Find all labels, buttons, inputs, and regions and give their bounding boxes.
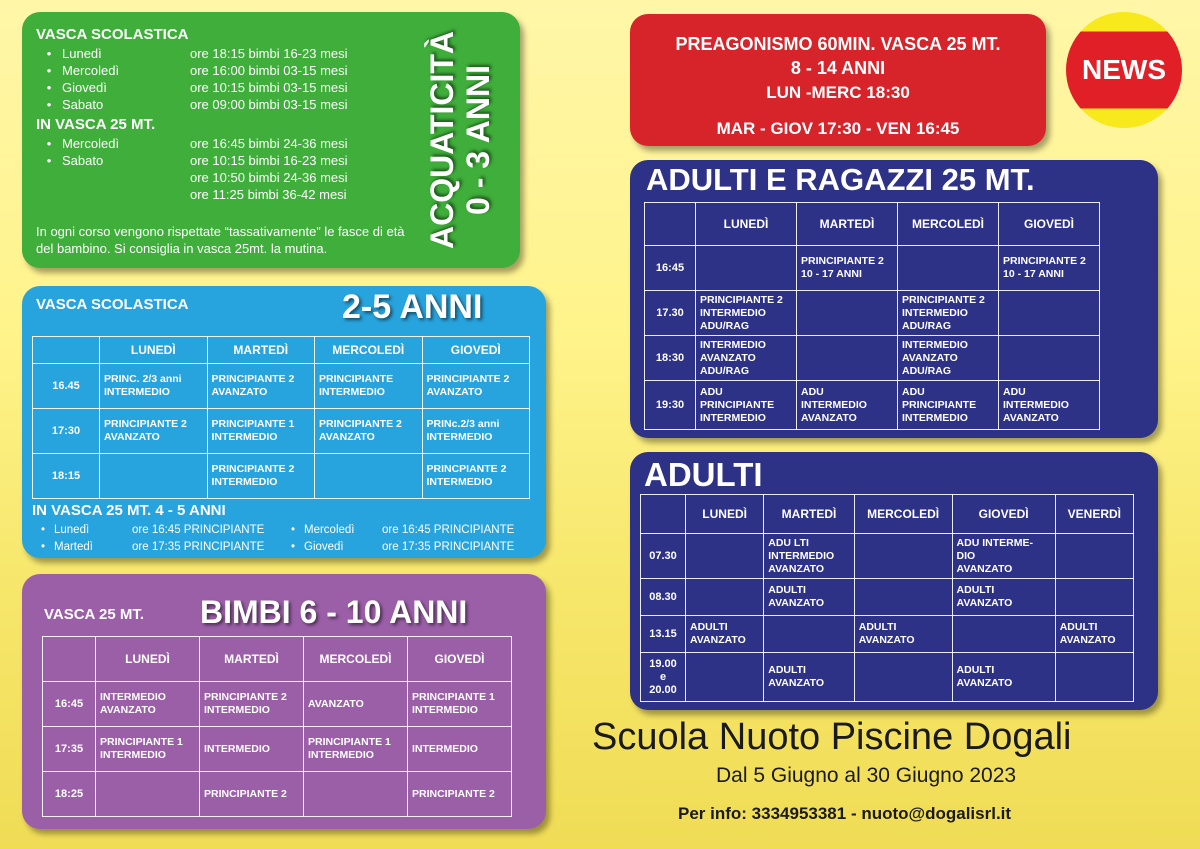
table-row [43, 727, 512, 772]
table-row [645, 336, 1100, 381]
schedule-cell: INTERMEDIO [408, 727, 512, 772]
table-header-row [641, 495, 1134, 534]
bullet-icon: • [46, 63, 52, 78]
acquaticita-day: Mercoledì [62, 63, 120, 78]
schedule-cell: PRINCIPIANTE 2 10 - 17 ANNI [797, 246, 898, 291]
bambini-2-5-title: 2-5 ANNI [342, 288, 483, 326]
schedule-cell: ADU INTERMEDIO AVANZATO [999, 381, 1100, 430]
schedule-cell [764, 616, 854, 653]
time-cell: 16:45 [645, 246, 696, 291]
bullet-icon: • [290, 541, 296, 553]
preagonismo-line-2: 8 - 14 ANNI [790, 58, 886, 78]
column-header: MARTEDÌ [764, 495, 854, 534]
schedule-cell: PRINCIPIANTE 2 INTERMEDIO ADU/RAG [696, 291, 797, 336]
schedule-cell [999, 336, 1100, 381]
schedule-cell [797, 291, 898, 336]
acquaticita-list-1 [36, 45, 348, 113]
table-row [641, 534, 1134, 579]
acquaticita-time: ore 11:25 bimbi 36-42 mesi [190, 187, 347, 202]
schedule-cell: PRINc.2/3 anni INTERMEDIO [422, 409, 530, 454]
acquaticita-row [36, 79, 348, 96]
bullet-icon: • [40, 541, 46, 553]
schedule-cell: ADULTI AVANZATO [952, 579, 1055, 616]
column-header: MARTEDÌ [200, 637, 304, 682]
column-header: MERCOLEDÌ [304, 637, 408, 682]
table-corner-cell [641, 495, 686, 534]
table-corner-cell [645, 203, 696, 246]
schedule-cell [686, 653, 764, 702]
schedule-cell: INTERMEDIO [200, 727, 304, 772]
preagonismo-card [630, 14, 1046, 146]
bambini-2-5-vasca-list [32, 522, 542, 556]
table-row [645, 291, 1100, 336]
acquaticita-time: ore 10:15 bimbi 03-15 mesi [190, 80, 348, 95]
column-header: LUNEDÌ [686, 495, 764, 534]
table-corner-cell [43, 637, 96, 682]
schedule-cell [1055, 534, 1133, 579]
schedule-cell: PRINCIPIANTE 2 [408, 772, 512, 817]
column-header: MERCOLEDÌ [315, 337, 423, 364]
time-cell: 18:30 [645, 336, 696, 381]
vasca-time: ore 16:45 PRINCIPIANTE [382, 524, 515, 536]
schedule-cell [686, 579, 764, 616]
bimbi-6-10-card [22, 574, 546, 829]
acquaticita-day: Sabato [62, 153, 104, 168]
vasca-row [32, 522, 282, 539]
schedule-cell [96, 772, 200, 817]
schedule-cell [315, 454, 423, 499]
adulti-ragazzi-schedule [644, 202, 1100, 430]
schedule-cell: PRINCIPIANTE 2 AVANZATO [422, 364, 530, 409]
schedule-cell: PRINC. 2/3 anni INTERMEDIO [100, 364, 208, 409]
schedule-cell: PRINCIPIANTE INTERMEDIO [315, 364, 423, 409]
bullet-icon: • [46, 80, 52, 95]
table-row [33, 454, 530, 499]
footer-title: Scuola Nuoto Piscine Dogali [592, 716, 1072, 758]
column-header: MERCOLEDÌ [854, 495, 952, 534]
bullet-icon [36, 169, 62, 186]
acquaticita-card [22, 12, 520, 268]
news-badge: NEWS [1066, 12, 1182, 128]
bullet-icon: • [46, 46, 52, 61]
schedule-cell: ADULTI AVANZATO [854, 616, 952, 653]
column-header: LUNEDÌ [96, 637, 200, 682]
acquaticita-row [36, 169, 348, 186]
bambini-2-5-header: VASCA SCOLASTICA [36, 296, 189, 313]
schedule-cell: ADULTI AVANZATO [1055, 616, 1133, 653]
acquaticita-day: Mercoledì [62, 136, 120, 151]
schedule-cell: PRINCIPIANTE 2 10 - 17 ANNI [999, 246, 1100, 291]
bambini-2-5-schedule [32, 336, 530, 499]
acquaticita-side-title: ACQUATICITÀ [424, 30, 460, 250]
acquaticita-list-2 [36, 135, 348, 203]
acquaticita-header-1: VASCA SCOLASTICA [36, 26, 189, 43]
column-header: GIOVEDÌ [408, 637, 512, 682]
vasca-day: Giovedì [304, 541, 344, 553]
acquaticita-row [36, 152, 348, 169]
preagonismo-line-3: LUN -MERC 18:30 [766, 83, 910, 102]
time-cell: 18:15 [33, 454, 100, 499]
vasca-day: Lunedì [54, 524, 90, 536]
bullet-icon: • [40, 524, 46, 536]
vasca-row [282, 539, 532, 556]
schedule-cell: ADULTI AVANZATO [952, 653, 1055, 702]
preagonismo-line-4: MAR - GIOV 17:30 - VEN 16:45 [716, 119, 960, 138]
acquaticita-day: Giovedì [62, 80, 107, 95]
schedule-cell: PRINCPIANTE 2 INTERMEDIO [422, 454, 530, 499]
column-header: GIOVEDÌ [999, 203, 1100, 246]
acquaticita-note: In ogni corso vengono rispettate “tassativamente” le fasce di età del bambino. Si consiglia in vasca 25mt. la mutina. [36, 224, 405, 256]
schedule-cell [999, 291, 1100, 336]
time-cell: 08.30 [641, 579, 686, 616]
schedule-cell: PRINCIPIANTE 2 AVANZATO [100, 409, 208, 454]
bullet-icon [36, 186, 62, 203]
table-row [641, 579, 1134, 616]
schedule-cell: ADULTI AVANZATO [764, 653, 854, 702]
schedule-cell: AVANZATO [304, 682, 408, 727]
column-header: LUNEDÌ [100, 337, 208, 364]
acquaticita-row [36, 186, 348, 203]
vasca-time: ore 17:35 PRINCIPIANTE [132, 541, 265, 553]
time-cell: 16.45 [33, 364, 100, 409]
table-header-row [33, 337, 530, 364]
acquaticita-row [36, 62, 348, 79]
table-header-row [645, 203, 1100, 246]
schedule-cell: PRINCIPIANTE 2 [200, 772, 304, 817]
bambini-2-5-card [22, 286, 546, 558]
schedule-cell: ADU INTERME- DIO AVANZATO [952, 534, 1055, 579]
time-cell: 19.00 e 20.00 [641, 653, 686, 702]
schedule-cell: ADU PRINCIPIANTE INTERMEDIO [696, 381, 797, 430]
column-header: MARTEDÌ [797, 203, 898, 246]
time-cell: 17:35 [43, 727, 96, 772]
acquaticita-row [36, 45, 348, 62]
column-header: MERCOLEDÌ [898, 203, 999, 246]
column-header: GIOVEDÌ [422, 337, 530, 364]
table-row [43, 772, 512, 817]
adulti-ragazzi-title: ADULTI E RAGAZZI 25 MT. [646, 162, 1035, 197]
time-cell: 19:30 [645, 381, 696, 430]
schedule-cell [1055, 653, 1133, 702]
vasca-row [32, 539, 282, 556]
schedule-cell: PRINCIPIANTE 2 INTERMEDIO [207, 454, 315, 499]
schedule-cell: ADU PRINCIPIANTE INTERMEDIO [898, 381, 999, 430]
preagonismo-line-1: PREAGONISMO 60MIN. VASCA 25 MT. [675, 34, 1001, 54]
bimbi-6-10-header: VASCA 25 MT. [44, 606, 145, 623]
table-row [645, 381, 1100, 430]
vasca-day: Mercoledì [304, 524, 355, 536]
schedule-cell: ADULTI AVANZATO [686, 616, 764, 653]
acquaticita-day: Sabato [62, 97, 104, 112]
schedule-cell [686, 534, 764, 579]
schedule-cell: PRINCIPIANTE 1 INTERMEDIO [96, 727, 200, 772]
acquaticita-day [62, 169, 190, 186]
schedule-cell: ADU LTI INTERMEDIO AVANZATO [764, 534, 854, 579]
schedule-cell [100, 454, 208, 499]
table-row [43, 682, 512, 727]
bullet-icon: • [46, 97, 52, 112]
schedule-cell [797, 336, 898, 381]
schedule-cell [898, 246, 999, 291]
table-row [33, 409, 530, 454]
time-cell: 13.15 [641, 616, 686, 653]
column-header: GIOVEDÌ [952, 495, 1055, 534]
schedule-cell [854, 579, 952, 616]
footer-dates: Dal 5 Giugno al 30 Giugno 2023 [716, 764, 1017, 787]
bullet-icon: • [46, 136, 52, 151]
vasca-time: ore 17:35 PRINCIPIANTE [382, 541, 515, 553]
time-cell: 17:30 [33, 409, 100, 454]
bullet-icon: • [46, 153, 52, 168]
schedule-cell: PRINCIPIANTE 1 INTERMEDIO [408, 682, 512, 727]
schedule-cell: INTERMEDIO AVANZATO ADU/RAG [696, 336, 797, 381]
schedule-cell: PRINCIPIANTE 1 INTERMEDIO [207, 409, 315, 454]
schedule-cell [696, 246, 797, 291]
schedule-cell: ADU INTERMEDIO AVANZATO [797, 381, 898, 430]
bullet-icon: • [290, 524, 296, 536]
schedule-cell: PRINCIPIANTE 2 AVANZATO [315, 409, 423, 454]
vasca-row [282, 522, 532, 539]
table-row [645, 246, 1100, 291]
vasca-day: Martedì [54, 541, 93, 553]
acquaticita-day [62, 186, 190, 203]
table-corner-cell [33, 337, 100, 364]
acquaticita-time: ore 16:45 bimbi 24-36 mesi [190, 136, 348, 151]
acquaticita-time: ore 10:15 bimbi 16-23 mesi [190, 153, 348, 168]
acquaticita-day: Lunedì [62, 46, 102, 61]
schedule-cell: PRINCIPIANTE 2 INTERMEDIO [200, 682, 304, 727]
column-header: LUNEDÌ [696, 203, 797, 246]
table-row [641, 653, 1134, 702]
adulti-title: ADULTI [644, 456, 763, 493]
table-header-row [43, 637, 512, 682]
bimbi-6-10-schedule [42, 636, 512, 817]
schedule-cell: PRINCIPIANTE 2 INTERMEDIO ADU/RAG [898, 291, 999, 336]
acquaticita-row [36, 135, 348, 152]
acquaticita-header-2: IN VASCA 25 MT. [36, 116, 156, 133]
table-row [641, 616, 1134, 653]
time-cell: 07.30 [641, 534, 686, 579]
bimbi-6-10-title: BIMBI 6 - 10 ANNI [200, 594, 468, 630]
schedule-cell: INTERMEDIO AVANZATO ADU/RAG [898, 336, 999, 381]
adulti-card [630, 452, 1158, 710]
adulti-ragazzi-card [630, 160, 1158, 438]
schedule-cell [952, 616, 1055, 653]
schedule-cell: INTERMEDIO AVANZATO [96, 682, 200, 727]
time-cell: 16:45 [43, 682, 96, 727]
schedule-cell: ADULTI AVANZATO [764, 579, 854, 616]
acquaticita-time: ore 10:50 bimbi 24-36 mesi [190, 170, 348, 185]
acquaticita-time: ore 18:15 bimbi 16-23 mesi [190, 46, 348, 61]
acquaticita-time: ore 09:00 bimbi 03-15 mesi [190, 97, 348, 112]
schedule-cell: PRINCIPIANTE 1 INTERMEDIO [304, 727, 408, 772]
schedule-cell [854, 534, 952, 579]
schedule-cell [304, 772, 408, 817]
acquaticita-time: ore 16:00 bimbi 03-15 mesi [190, 63, 348, 78]
footer-info: Per info: 3334953381 - nuoto@dogalisrl.it [678, 804, 1012, 823]
acquaticita-side-subtitle: 0 - 3 ANNI [460, 65, 496, 215]
schedule-cell [1055, 579, 1133, 616]
adulti-schedule [640, 494, 1134, 702]
time-cell: 18:25 [43, 772, 96, 817]
bambini-2-5-vasca-header: IN VASCA 25 MT. 4 - 5 ANNI [32, 502, 226, 519]
acquaticita-row [36, 96, 348, 113]
vasca-time: ore 16:45 PRINCIPIANTE [132, 524, 265, 536]
column-header: VENERDÌ [1055, 495, 1133, 534]
time-cell: 17.30 [645, 291, 696, 336]
table-row [33, 364, 530, 409]
column-header: MARTEDÌ [207, 337, 315, 364]
schedule-cell [854, 653, 952, 702]
schedule-cell: PRINCIPIANTE 2 AVANZATO [207, 364, 315, 409]
